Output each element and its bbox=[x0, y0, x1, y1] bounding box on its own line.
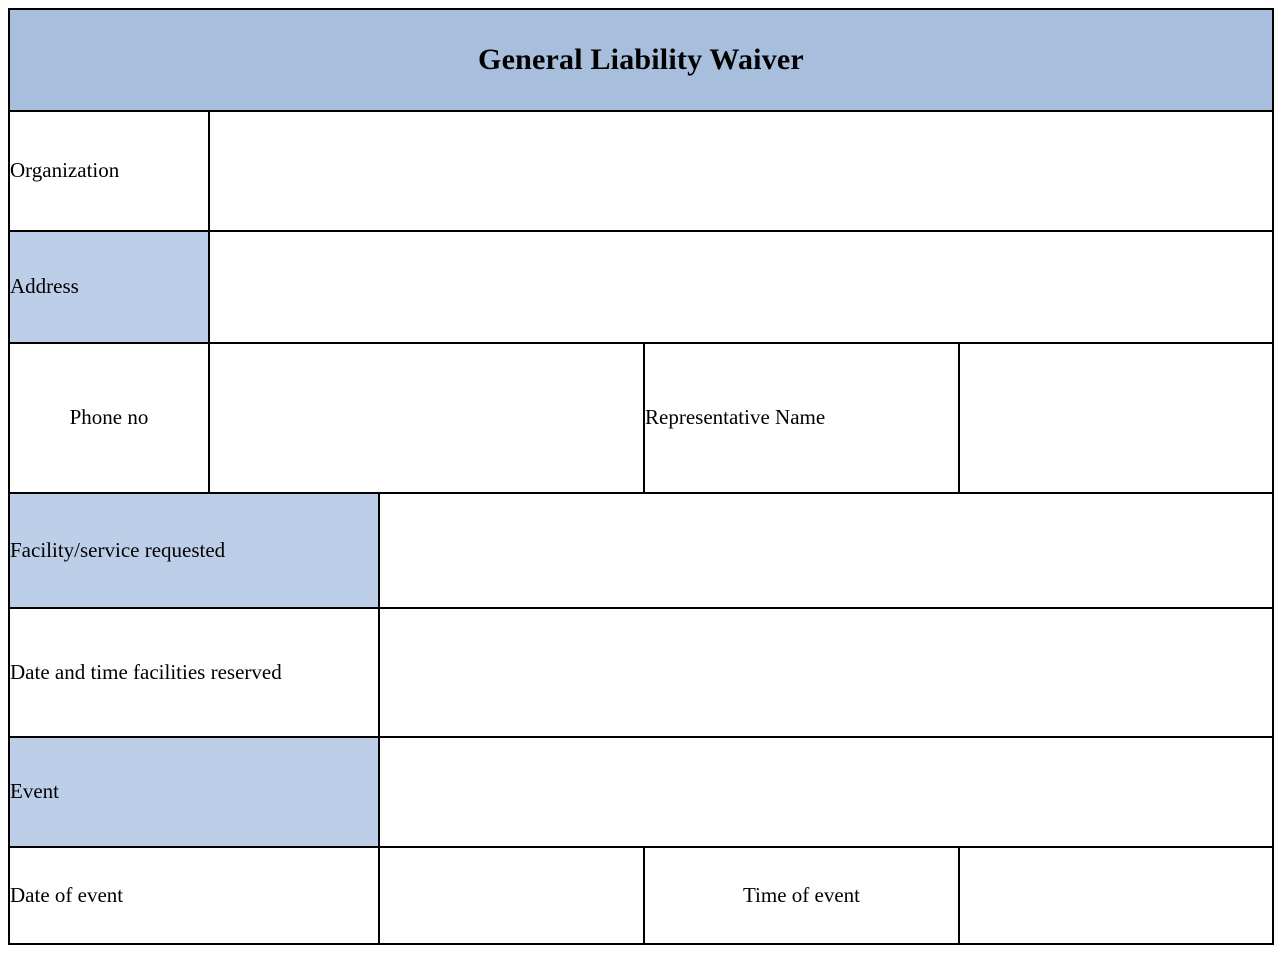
label-address: Address bbox=[9, 231, 209, 343]
page-title: General Liability Waiver bbox=[9, 9, 1273, 111]
table-row-title bbox=[9, 9, 1273, 111]
label-date-of-event: Date of event bbox=[9, 847, 379, 944]
table-row-date-of-event bbox=[9, 847, 1273, 944]
field-address[interactable] bbox=[209, 231, 1273, 343]
field-organization[interactable] bbox=[209, 111, 1273, 231]
field-time-of-event[interactable] bbox=[959, 847, 1273, 944]
field-representative-name[interactable] bbox=[959, 343, 1273, 493]
label-representative-name: Representative Name bbox=[644, 343, 959, 493]
field-phone-no[interactable] bbox=[209, 343, 644, 493]
field-event[interactable] bbox=[379, 737, 1273, 847]
field-date-of-event[interactable] bbox=[379, 847, 644, 944]
field-facility-service-requested[interactable] bbox=[379, 493, 1273, 608]
waiver-table bbox=[8, 8, 1274, 945]
label-event: Event bbox=[9, 737, 379, 847]
table-row-phone bbox=[9, 343, 1273, 493]
table-row-event bbox=[9, 737, 1273, 847]
table-row-facility bbox=[9, 493, 1273, 608]
label-date-and-time-facilities-reserved: Date and time facilities reserved bbox=[9, 608, 379, 737]
label-facility-service-requested: Facility/service requested bbox=[9, 493, 379, 608]
table-row-organization bbox=[9, 111, 1273, 231]
field-date-and-time-facilities-reserved[interactable] bbox=[379, 608, 1273, 737]
label-organization: Organization bbox=[9, 111, 209, 231]
table-row-address bbox=[9, 231, 1273, 343]
label-phone-no: Phone no bbox=[9, 343, 209, 493]
label-time-of-event: Time of event bbox=[644, 847, 959, 944]
table-row-date-time-reserved bbox=[9, 608, 1273, 737]
